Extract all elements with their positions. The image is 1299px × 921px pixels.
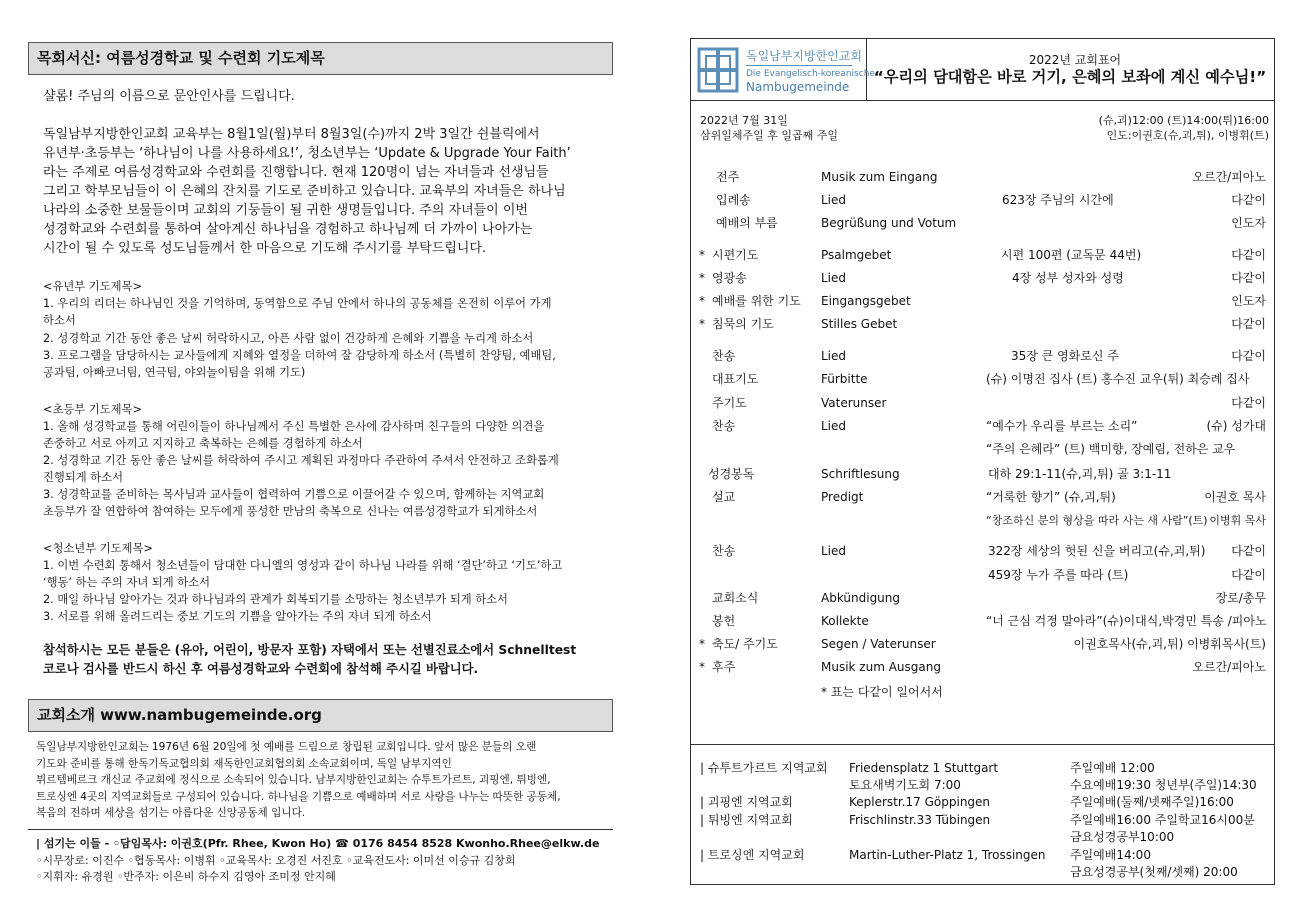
elementary-prayer-title: <초등부 기도제목>	[43, 403, 142, 416]
row-ko: 찬송	[712, 349, 736, 363]
logo-name-de1: Die Evangelisch-koreanische	[746, 69, 875, 79]
letter-line: 시간이 될 수 있도록 성도님들께서 한 마음으로 기도해 주시기를 부탁드립니다.	[43, 241, 487, 256]
service-date: 2022년 7월 31일	[700, 114, 788, 127]
row-mid: 4장 성부 성자와 성령	[1012, 271, 1124, 285]
row-ko: 후주	[712, 660, 736, 674]
location-address: 토요새벽기도회 7:00	[849, 778, 961, 792]
standing-star: *	[699, 637, 705, 651]
row-right: 이권호 목사	[1204, 490, 1266, 504]
row-de: Psalmgebet	[821, 248, 892, 262]
location-times: 금요성경공부10:00	[1070, 830, 1175, 844]
row-right: 인도자	[1231, 294, 1266, 308]
row-right: 다같이	[1231, 568, 1266, 582]
theme-label: 2022년 교회표어	[1028, 53, 1122, 67]
credits-line: | 섬기는 이들 - ◦담임목사: 이권호(Pfr. Rhee, Kwon Ho) ☎ 0176 8454 8528 Kwonho.Rhee@elkw.de	[36, 837, 600, 850]
location-name: | 괴핑엔 지역교회	[700, 795, 793, 809]
staff-credits	[36, 836, 599, 886]
location-address: Frischlinstr.33 Tübingen	[849, 813, 991, 827]
prayer-line: 3. 서로를 위해 올려드리는 중보 기도의 기쁨을 알아가는 주의 자녀 되게 하소서	[43, 610, 432, 623]
location-address: Keplerstr.17 Göppingen	[849, 795, 991, 809]
row-right: 장로/총무	[1215, 591, 1266, 605]
prayer-line: 1. 올해 성경학교를 통해 어린이들이 하나님께서 주신 특별한 은사에 감사하며 친구들의 다양한 의견을	[43, 420, 545, 433]
row-right: 다같이	[1231, 271, 1266, 285]
header-divider	[690, 100, 1275, 101]
row-ko: 전주	[716, 170, 740, 184]
row-right: 다같이	[1231, 193, 1266, 207]
covid-notice-line: 참석하시는 모든 분들은 (유아, 어린이, 방문자 포함) 자택에서 또는 선별진료소에서 Schnelltest	[43, 643, 577, 657]
row-right: (슈) 성가대	[1206, 419, 1266, 433]
letter-line: 독일남부지방한인교회 교육부는 8월1일(월)부터 8월3일(수)까지 2박 3일간 쉰블릭에서	[43, 127, 540, 142]
row-ko: 주기도	[712, 396, 747, 410]
row-right: 다같이	[1231, 349, 1266, 363]
location-address: Friedensplatz 1 Stuttgart	[849, 761, 999, 775]
row-ko: 찬송	[712, 544, 736, 558]
intro-line: 트로싱엔 4곳의 지역교회들로 구성되어 있습니다. 하나님을 기쁨으로 예배하며 서로 사랑을 나누는 따뜻한 공동체,	[36, 791, 561, 803]
row-de: Lied	[821, 419, 847, 433]
covid-notice-line: 코로나 검사를 반드시 하신 후 여름성경학교와 수련회에 참석해 주시길 바랍니다.	[43, 662, 479, 676]
row-right: 오르간/피아노	[1192, 660, 1266, 674]
intro-line: 독일남부지방한인교회는 1976년 6월 20일에 첫 예배를 드림으로 창립된 교회입니다. 앞서 많은 분들의 오랜	[36, 741, 537, 753]
row-right: 다같이	[1231, 544, 1266, 558]
standing-star: *	[699, 271, 705, 285]
row-ko: 설교	[712, 490, 736, 504]
letter-line: 그리고 학부모님들이 이 은혜의 잔치를 기도로 준비하고 있습니다. 교육부의 자녀들은 하나님	[43, 184, 566, 199]
row-de: Musik zum Ausgang	[821, 660, 941, 674]
letter-line: 성경학교와 수련회를 통하여 살아계신 하나님을 경험하고 하나님께 더 가까이 나아가는	[43, 222, 533, 237]
location-name: | 슈투트가르트 지역교회	[700, 761, 828, 775]
prayer-line: 3. 프로그램을 담당하시는 교사들에게 지혜와 열정을 더하여 잘 감당하게 하소서 (특별히 찬양팀, 예배팀,	[43, 349, 556, 362]
row-mid: 322장 세상의 헛된 신을 버리고(슈,괴,튀)	[988, 544, 1206, 558]
youth-prayer-title: <유년부 기도제목>	[43, 280, 142, 293]
location-name: | 트로싱엔 지역교회	[700, 848, 805, 862]
row-de: Abkündigung	[821, 591, 901, 605]
church-logo-icon	[697, 46, 739, 94]
prayer-line: 공과팀, 아빠코너팀, 연극팀, 야외놀이팀을 위해 기도)	[43, 366, 306, 379]
teen-prayer-title: <청소년부 기도제목>	[43, 542, 153, 555]
row-right: 인도자	[1231, 216, 1266, 230]
row-de: Lied	[821, 349, 847, 363]
bulletin-frame	[690, 38, 1275, 885]
greeting: 샬롬! 주님의 이름으로 문안인사를 드립니다.	[43, 89, 295, 104]
service-times: (슈,괴)12:00 (트)14:00(튀)16:00	[1098, 114, 1269, 127]
logo-name-de2: Nambugemeinde	[746, 80, 850, 94]
credits-line: ◦시무장로: 이진수 ◦협동목사: 이병휘 ◦교육목사: 오경진 서진호 ◦교육전도사: 이미선 이승규 김창희	[36, 853, 516, 867]
prayer-line: ‘행동’ 하는 주의 자녀 되게 하소서	[43, 576, 211, 589]
location-name: | 튀빙엔 지역교회	[700, 813, 793, 827]
prayer-line: 존중하고 서로 아끼고 지지하고 축복하는 은혜를 경험하게 하소서	[43, 437, 363, 450]
row-mid: 시편 100편 (교독문 44번)	[1001, 248, 1142, 262]
row-de: Lied	[821, 271, 847, 285]
row-de: Kollekte	[821, 614, 869, 628]
intro-line: 뷔르템베르크 개신교 주교회에 정식으로 소속되어 있습니다. 남부지방한인교회는 슈투트가르트, 괴핑엔, 튀빙엔,	[36, 774, 551, 786]
prayer-line: 2. 성경학교 기간 동안 좋은 날씨 허락하시고, 아픈 사람 없이 건강하게 은혜와 기쁨을 누리게 하소서	[43, 332, 534, 345]
row-de: Musik zum Eingang	[821, 170, 938, 184]
prayer-line: 1. 이번 수련회 통해서 청소년들이 담대한 다니엘의 영성과 같이 하나님 나라를 위해 ‘결단’하고 ‘기도’하고	[43, 559, 563, 572]
row-de: Lied	[821, 193, 847, 207]
row-de: Begrüßung und Votum	[821, 216, 957, 230]
address-divider	[690, 744, 1275, 745]
credits-divider	[28, 829, 613, 830]
standing-star: *	[699, 660, 705, 674]
theme-text: “우리의 담대함은 바로 거기, 은혜의 보좌에 계신 예수님!”	[873, 68, 1267, 86]
row-right: 이병휘 목사	[1209, 514, 1266, 527]
prayer-line: 하소서	[43, 314, 76, 327]
row-ko: 예배의 부름	[716, 216, 778, 230]
row-ko: 축도/ 주기도	[712, 637, 778, 651]
prayer-line: 2. 성경학교 기간 동안 좋은 날씨를 허락하여 주시고 계획된 과정마다 주관하여 주셔서 안전하고 조화롭게	[43, 454, 559, 467]
row-de: Eingangsgebet	[821, 294, 911, 308]
location-times: 주일예배14:00	[1070, 848, 1151, 862]
row-de: Segen / Vaterunser	[821, 637, 936, 651]
row-mid: “예수가 우리를 부르는 소리”	[986, 419, 1138, 433]
row-ko: 침묵의 기도	[712, 317, 774, 331]
row-mid: “거룩한 향기” (슈,괴,튀)	[986, 490, 1116, 504]
location-times: 주일예배16:00 주일학교16시00분	[1070, 813, 1255, 827]
prayer-line: 1. 우리의 리더는 하나님인 것을 기억하며, 동역함으로 주님 안에서 하나의 공동체를 온전히 이루어 가게	[43, 297, 552, 310]
intro-line: 기도와 준비를 통해 한독기독교협의회 재독한인교회협의회 소속교회이며, 독일 남부지역인	[36, 758, 452, 770]
row-ko: 대표기도	[712, 372, 759, 386]
prayer-line: 진행되게 하소서	[43, 471, 123, 484]
row-mid: 623장 주님의 시간에	[1002, 193, 1114, 207]
standing-star: *	[699, 294, 705, 308]
prayer-line: 2. 매일 하나님 알아가는 것과 하나님과의 관계가 회복되기를 소망하는 청소년부가 되게 하소서	[43, 593, 508, 606]
row-mid: (슈) 이명진 집사 (트) 홍수진 교우(튀) 최승례 집사	[986, 372, 1250, 386]
location-times: 금요성경공부(첫째/셋째) 20:00	[1070, 865, 1238, 879]
pastor-letter-title: 목회서신: 여름성경학교 및 수련회 기도제목	[28, 42, 613, 75]
row-mid: “창조하신 분의 형상을 따라 사는 새 사람”(트)	[986, 514, 1208, 527]
letter-line: 나라의 소중한 보물들이며 교회의 기둥들이 될 귀한 생명들입니다. 주의 자녀들이 이번	[43, 203, 528, 218]
row-right: 다같이	[1231, 317, 1266, 331]
location-times: 주일예배 12:00	[1070, 761, 1155, 775]
row-right: 다같이	[1231, 248, 1266, 262]
intro-line: 복음의 전하며 세상을 섬기는 아름다운 신앙공동체 입니다.	[36, 807, 306, 819]
logo-name-ko: 독일남부지방한인교회	[746, 49, 862, 63]
row-ko: 예배를 위한 기도	[712, 294, 801, 308]
location-address: Martin-Luther-Platz 1, Trossingen	[849, 848, 1046, 862]
row-de: Vaterunser	[821, 396, 887, 410]
prayer-line: 초등부가 잘 연합하여 참여하는 모두에게 풍성한 만남의 축복으로 신나는 여름성경학교가 되게하소서	[43, 505, 538, 518]
standing-star: *	[699, 317, 705, 331]
row-mid: “너 근심 걱정 말아라”(슈)이대식,박경민 특송 /피아노	[986, 614, 1267, 628]
service-leaders: 인도:이권호(슈,괴,튀), 이병휘(트)	[1106, 129, 1269, 142]
row-de: Schriftlesung	[821, 467, 900, 481]
row-mid: 35장 큰 영화로신 주	[1011, 349, 1119, 363]
row-right: 오르간/피아노	[1192, 170, 1266, 184]
row-right: 이권호목사(슈,괴,튀) 이병휘목사(트)	[1073, 637, 1266, 651]
row-ko: 교회소식	[712, 591, 759, 605]
row-ko: 성경봉독	[708, 467, 755, 481]
row-ko: 봉헌	[712, 614, 736, 628]
logo-rule	[746, 65, 852, 66]
location-times: 주일예배(둘째/넷째주일)16:00	[1070, 795, 1234, 809]
row-ko: 영광송	[712, 271, 747, 285]
row-de: Fürbitte	[821, 372, 868, 386]
row-mid: 대하 29:1-11(슈,괴,튀) 골 3:1-11	[988, 467, 1172, 481]
row-de: Stilles Gebet	[821, 317, 898, 331]
row-de: Predigt	[821, 490, 864, 504]
church-intro-title: 교회소개 www.nambugemeinde.org	[28, 699, 613, 732]
row-ko: 시편기도	[712, 248, 759, 262]
row-ko: 찬송	[712, 419, 736, 433]
letter-line: 라는 주제로 여름성경학교와 수련회를 진행합니다. 현재 120명이 넘는 자녀들과 선생님들	[43, 165, 549, 180]
credits-line: ◦지휘자: 유경원 ◦반주자: 이은비 하수지 김영아 조미정 안지혜	[36, 870, 336, 883]
row-right: 다같이	[1231, 396, 1266, 410]
prayer-line: 3. 성경학교를 준비하는 목사님과 교사들이 협력하여 기쁨으로 이끌어갈 수 있으며, 함께하는 지역교회	[43, 488, 545, 501]
row-mid: “주의 은혜라” (트) 백미향, 장예림, 전하은 교우	[986, 442, 1236, 456]
row-mid: 459장 누가 주를 따라 (트)	[988, 568, 1129, 582]
liturgical-week: 삼위일체주일 후 일곱째 주일	[700, 129, 839, 142]
standing-star: *	[699, 248, 705, 262]
row-de: Lied	[821, 544, 847, 558]
letter-line: 유년부·초등부는 ‘하나님이 나를 사용하세요!’, 청소년부는 ‘Update & Upgrade Your Faith’	[43, 146, 571, 161]
row-ko: 입례송	[716, 193, 751, 207]
standing-note: * 표는 다같이 일어서서	[821, 685, 943, 699]
location-times: 수요예배19:30 청년부(주일)14:30	[1070, 778, 1257, 792]
